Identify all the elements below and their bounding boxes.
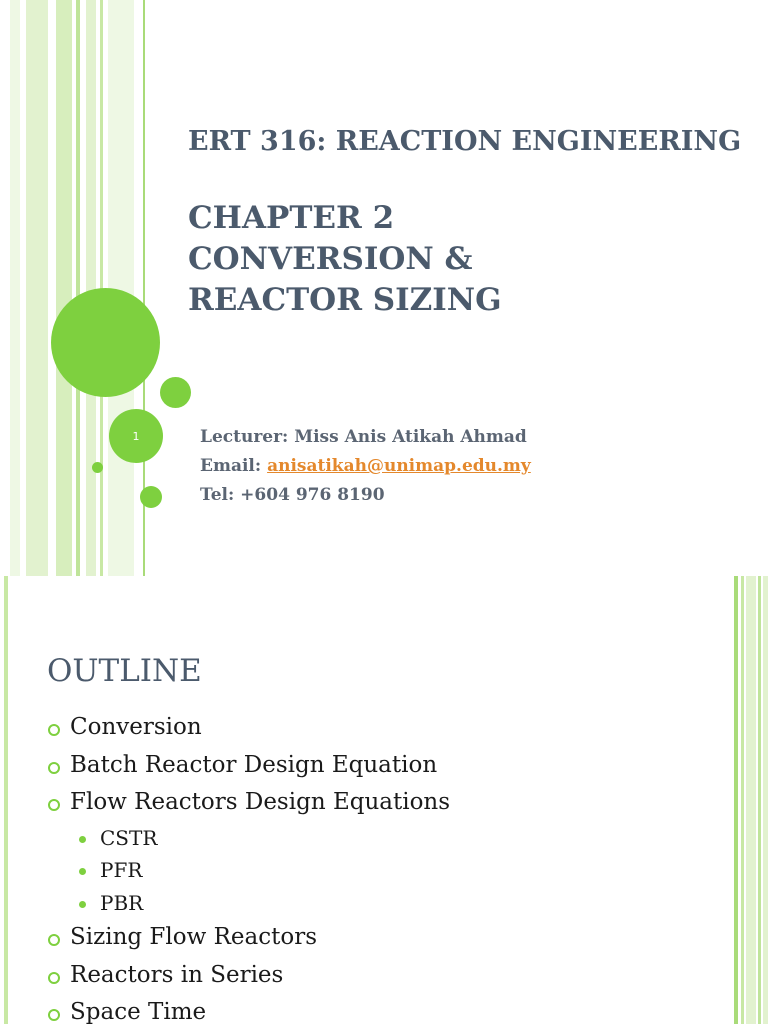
ring-bullet-icon [48, 762, 60, 774]
lecturer-name: Lecturer: Miss Anis Atikah Ahmad [200, 427, 527, 447]
sub-list-item [48, 825, 708, 858]
email-line [200, 452, 531, 481]
list-item [48, 712, 708, 750]
email-label: Email: [200, 456, 268, 476]
list-item-text: Flow Reactors Design Equations [70, 789, 451, 815]
list-item-text: Conversion [70, 714, 202, 740]
dot-bullet-icon [79, 868, 86, 875]
dot-bullet-icon [79, 836, 86, 843]
sub-list-item-text: PFR [100, 858, 143, 882]
ring-bullet-icon [48, 799, 60, 811]
chapter-line: REACTOR SIZING [188, 282, 502, 318]
email-link[interactable]: anisatikah@unimap.edu.my [267, 456, 531, 476]
decor-stripe [26, 0, 48, 576]
outline-title: OUTLINE [47, 653, 202, 689]
list-item-text: Space Time [70, 999, 207, 1025]
ring-bullet-icon [48, 724, 60, 736]
decor-stripe [758, 576, 761, 1024]
list-item [48, 922, 708, 960]
list-item [48, 960, 708, 998]
dot-bullet-icon [79, 901, 86, 908]
decor-circle-tiny [92, 462, 103, 473]
ring-bullet-icon [48, 972, 60, 984]
chapter-line: CHAPTER 2 [188, 200, 395, 236]
ring-bullet-icon [48, 1009, 60, 1021]
list-item [48, 997, 708, 1035]
decor-circle-large [51, 288, 160, 397]
telephone: Tel: +604 976 8190 [200, 485, 385, 505]
outline-list [48, 712, 708, 1035]
decor-stripe [10, 0, 20, 576]
ring-bullet-icon [48, 934, 60, 946]
decor-stripe [56, 0, 72, 576]
list-item-text: Sizing Flow Reactors [70, 924, 318, 950]
chapter-line: CONVERSION & [188, 241, 473, 277]
decor-circle-small [140, 486, 162, 508]
decor-stripe [763, 576, 768, 1024]
slide-number-badge [109, 409, 163, 463]
list-item [48, 750, 708, 788]
sub-list-item [48, 890, 708, 923]
decor-stripe [4, 576, 8, 1024]
decor-stripe [76, 0, 80, 576]
sub-list-item [48, 857, 708, 890]
course-title: ERT 316: REACTION ENGINEERING [188, 126, 742, 157]
list-item-text: Batch Reactor Design Equation [70, 751, 438, 778]
slide-number: 1 [132, 429, 140, 443]
decor-stripe [741, 576, 744, 1024]
lecturer-info [200, 423, 531, 510]
decor-stripe [746, 576, 756, 1024]
sub-list-item-text: CSTR [100, 825, 158, 850]
list-item [48, 787, 708, 825]
chapter-title [188, 198, 502, 321]
decor-stripe [734, 576, 738, 1024]
decor-circle-small [160, 377, 191, 408]
sub-list-item-text: PBR [100, 890, 144, 915]
list-item-text: Reactors in Series [70, 961, 284, 988]
